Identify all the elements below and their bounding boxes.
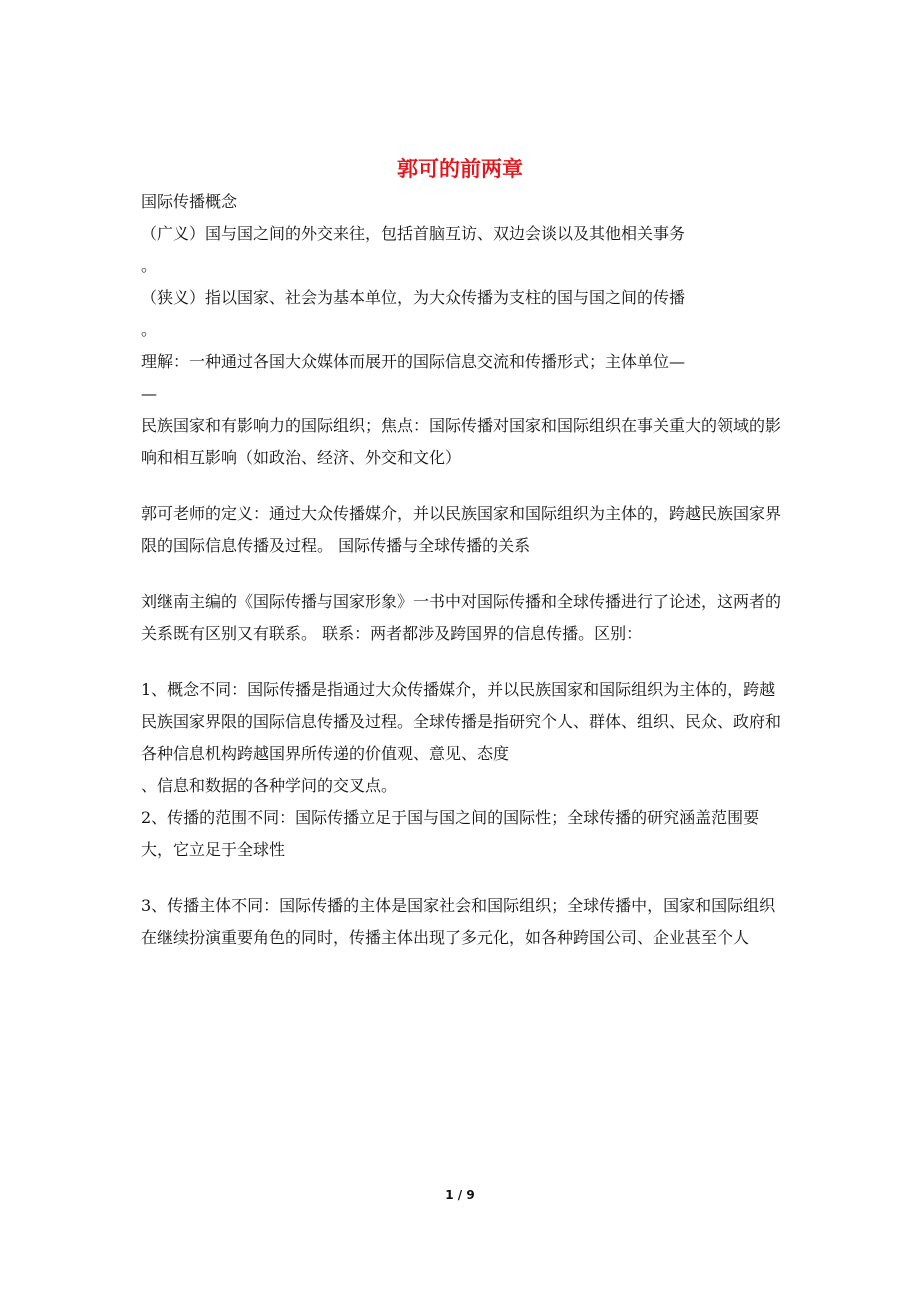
paragraph-difference-scope: 2、传播的范围不同：国际传播立足于国与国之间的国际性；全球传播的研究涵盖范围要大，它立足于全球性 [141, 808, 760, 859]
paragraph-narrow-definition: （狭义）指以国家、社会为基本单位，为大众传播为支柱的国与国之间的传播 [141, 288, 686, 307]
paragraph-spacer [141, 866, 781, 890]
paragraph-difference-concept-end: 、信息和数据的各种学问的交叉点。 [141, 776, 398, 795]
paragraph-difference-concept: 1、概念不同：国际传播是指通过大众传播媒介，并以民族国家和国际组织为主体的，跨越民族国家界限的国际信息传播及过程。全球传播是指研究个人、群体、组织、民众、政府和各种信息机构跨越国界所传递的价值观、意见、态度 [141, 680, 782, 763]
paragraph-understanding-dash: — [141, 384, 157, 403]
paragraph-spacer [141, 474, 781, 498]
paragraph-focus: 民族国家和有影响力的国际组织；焦点：国际传播对国家和国际组织在事关重大的领域的影响和相互影响（如政治、经济、外交和文化） [141, 416, 782, 467]
document-body [141, 186, 781, 954]
page-title: 郭可的前两章 [397, 157, 523, 182]
paragraph-broad-definition: （广义）国与国之间的外交来往，包括首脑互访、双边会谈以及其他相关事务 [141, 224, 686, 243]
paragraph-spacer [141, 562, 781, 586]
paragraph-guo-definition: 郭可老师的定义：通过大众传播媒介，并以民族国家和国际组织为主体的，跨越民族国家界限的国际信息传播及过程。 国际传播与全球传播的关系 [141, 504, 782, 555]
paragraph-narrow-definition-end: 。 [141, 320, 158, 339]
paragraph-difference-subject: 3、传播主体不同：国际传播的主体是国家社会和国际组织；全球传播中，国家和国际组织在继续扮演重要角色的同时，传播主体出现了多元化，如各种跨国公司、企业甚至个人 [141, 896, 776, 947]
paragraph-spacer [141, 650, 781, 674]
paragraph-understanding: 理解：一种通过各国大众媒体而展开的国际信息交流和传播形式；主体单位— [141, 352, 686, 371]
page-number: 1 / 9 [445, 1188, 475, 1202]
paragraph-broad-definition-end: 。 [141, 256, 158, 275]
paragraph-liu-book: 刘继南主编的《国际传播与国家形象》一书中对国际传播和全球传播进行了论述，这两者的关系既有区别又有联系。 联系：两者都涉及跨国界的信息传播。区别： [141, 592, 782, 643]
paragraph-concept-heading: 国际传播概念 [141, 192, 238, 211]
